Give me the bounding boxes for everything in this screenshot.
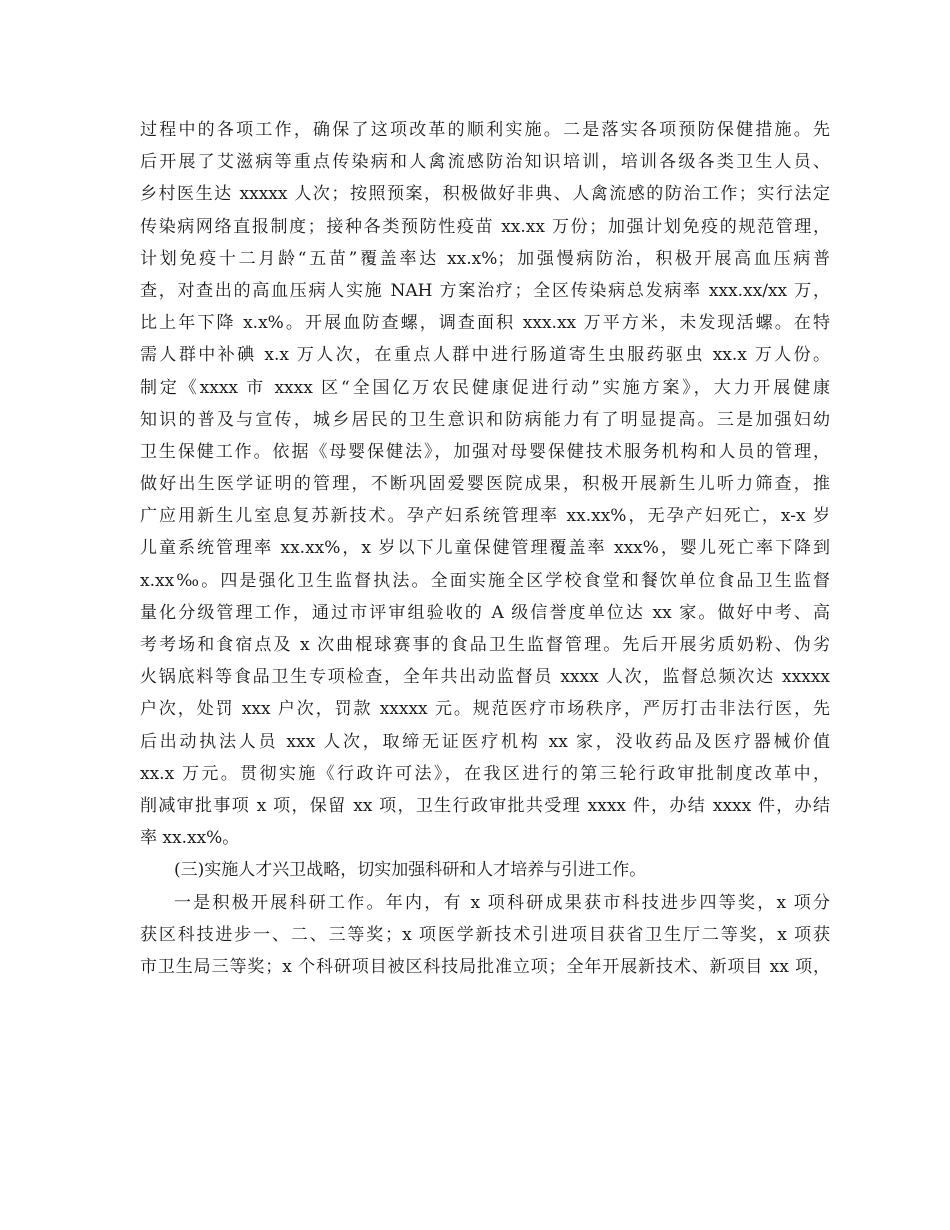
text-line: 后开展了艾滋病等重点传染病和人禽流感防治知识培训，培训各级各类卫生人员、 bbox=[140, 152, 830, 173]
text-line: 比上年下降 x.x%。开展血防查螺，调查面积 xxx.xx 万平方米，未发现活螺。在特 bbox=[140, 313, 830, 334]
text-line: 制定《xxxx 市 xxxx 区“全国亿万农民健康促进行动”实施方案》，大力开展健康 bbox=[140, 377, 830, 398]
text-line: 卫生保健工作。依据《母婴保健法》，加强对母婴保健技术服务机构和人员的管理， bbox=[140, 441, 830, 462]
text-line: 查，对查出的高血压病人实施 NAH 方案治疗；全区传染病总发病率 xxx.xx/xx 万， bbox=[140, 280, 830, 301]
text-line: x.xx‰。四是强化卫生监督执法。全面实施全区学校食堂和餐饮单位食品卫生监督 bbox=[140, 570, 830, 591]
section-heading: (三)实施人才兴卫战略，切实加强科研和人才培养与引进工作。 bbox=[174, 860, 647, 881]
text-line: 做好出生医学证明的管理，不断巩固爱婴医院成果，积极开展新生儿听力筛查，推 bbox=[140, 474, 830, 495]
text-line: 儿童系统管理率 xx.xx%，x 岁以下儿童保健管理覆盖率 xxx%，婴儿死亡率下降到 bbox=[140, 538, 830, 559]
text-line: 广应用新生儿室息复苏新技术。孕产妇系统管理率 xx.xx%，无孕产妇死亡，x-x 岁 bbox=[140, 506, 830, 527]
text-line: 后出动执法人员 xxx 人次，取缔无证医疗机构 xx 家，没收药品及医疗器械价值 bbox=[140, 731, 830, 752]
text-line: 乡村医生达 xxxxx 人次；按照预案，积极做好非典、人禽流感的防治工作；实行法定 bbox=[140, 184, 830, 205]
text-line: 削减审批事项 x 项，保留 xx 项，卫生行政审批共受理 xxxx 件，办结 xxxx 件，办结 bbox=[140, 795, 830, 816]
text-line: 计划免疫十二月龄“五苗”覆盖率达 xx.x%；加强慢病防治，积极开展高血压病普 bbox=[140, 248, 830, 269]
text-line: 需人群中补碘 x.x 万人次，在重点人群中进行肠道寄生虫服药驱虫 xx.x 万人份。 bbox=[140, 345, 830, 366]
text-line: 获区科技进步一、二、三等奖；x 项医学新技术引进项目获省卫生厅二等奖，x 项获 bbox=[140, 924, 830, 945]
text-line: 户次，处罚 xxx 户次，罚款 xxxxx 元。规范医疗市场秩序，严厉打击非法行医，先 bbox=[140, 699, 830, 720]
text-line: 传染病网络直报制度；接种各类预防性疫苗 xx.xx 万份；加强计划免疫的规范管理， bbox=[140, 216, 830, 237]
text-line: 一是积极开展科研工作。年内，有 x 项科研成果获市科技进步四等奖，x 项分 bbox=[174, 892, 830, 913]
text-line: 率 xx.xx%。 bbox=[140, 828, 240, 849]
text-line: 知识的普及与宣传，城乡居民的卫生意识和防病能力有了明显提高。三是加强妇幼 bbox=[140, 409, 830, 430]
text-line: 过程中的各项工作，确保了这项改革的顺利实施。二是落实各项预防保健措施。先 bbox=[140, 120, 830, 140]
text-line: 市卫生局三等奖；x 个科研项目被区科技局批准立项；全年开展新技术、新项目 xx 项， bbox=[140, 956, 830, 977]
body-text bbox=[140, 114, 830, 983]
text-line: 量化分级管理工作，通过市评审组验收的 A 级信誉度单位达 xx 家。做好中考、高 bbox=[140, 602, 830, 623]
text-line: 考考场和食宿点及 x 次曲棍球赛事的食品卫生监督管理。先后开展劣质奶粉、伪劣 bbox=[140, 635, 830, 655]
text-line: 火锅底料等食品卫生专项检查，全年共出动监督员 xxxx 人次，监督总频次达 xxxxx bbox=[140, 667, 830, 688]
text-line: xx.x 万元。贯彻实施《行政许可法》，在我区进行的第三轮行政审批制度改革中， bbox=[140, 763, 830, 784]
